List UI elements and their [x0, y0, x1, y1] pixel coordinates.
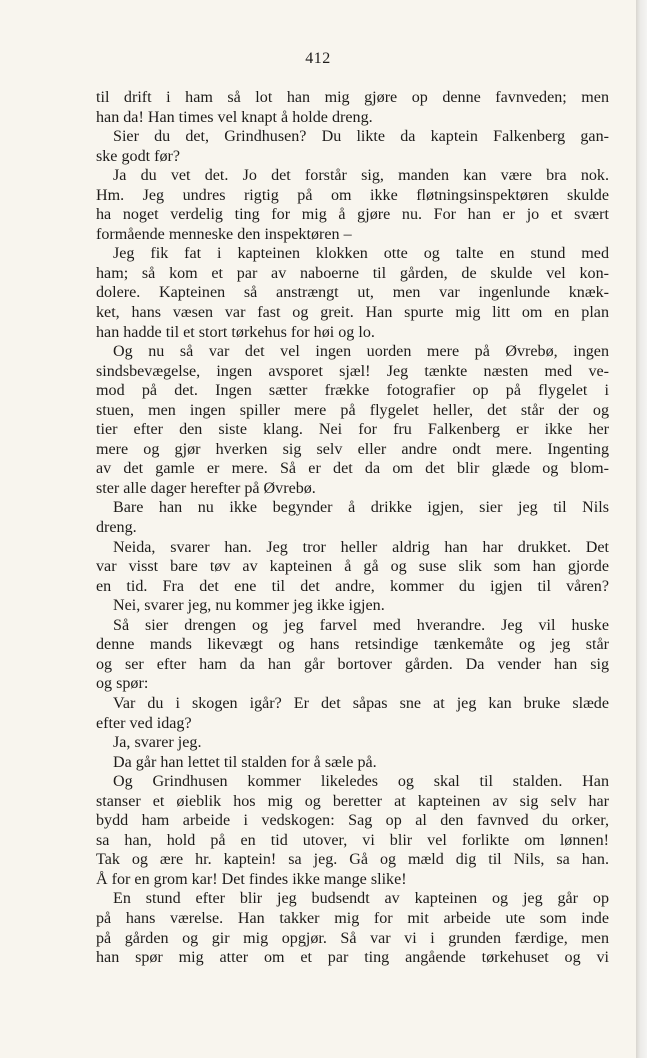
text-line: Å for en grom kar! Det findes ikke mange slike!: [96, 870, 407, 888]
text-line: stanser et øieblik hos mig og beretter at kapteinen av sig selv har: [96, 792, 609, 810]
text-line: Og Grindhusen kommer likeledes og skal til stalden. Han: [113, 773, 609, 791]
text-line: til drift i ham så lot han mig gjøre op denne favnveden; men: [96, 89, 609, 106]
text-line: han hadde til et stort tørkehus for høi og lo.: [96, 323, 375, 341]
text-line: Ja, svarer jeg.: [113, 734, 202, 752]
text-line: Jeg fik fat i kapteinen klokken otte og talte en stund med: [113, 245, 609, 263]
text-line: denne mands likevægt og hans retsindige tænkemåte og jeg står: [96, 636, 609, 654]
page-edge: [636, 0, 647, 1058]
text-line: Bare han nu ikke begynder å drikke igjen, sier jeg til Nils: [113, 499, 609, 517]
text-line: ske godt før?: [96, 147, 181, 165]
text-line: Sier du det, Grindhusen? Du likte da kaptein Falkenberg gan-: [113, 128, 609, 146]
text-line: dolere. Kapteinen så anstrængt ut, men var ingenlunde knæk-: [96, 284, 609, 302]
text-line: Hm. Jeg undres rigtig på om ikke fløtningsinspektøren skulde: [96, 186, 609, 204]
body-text: [96, 88, 609, 968]
text-line: ster alle dager herefter på Øvrebø.: [96, 479, 316, 497]
text-line: Ja du vet det. Jo det forstår sig, manden kan være bra nok.: [113, 167, 609, 185]
text-line: Og nu så var det vel ingen uorden mere på Øvrebø, ingen: [113, 343, 609, 361]
text-line: En stund efter blir jeg budsendt av kapteinen og jeg går op: [113, 890, 609, 908]
text-line: på hans værelse. Han takker mig for mit arbeide ute som inde: [96, 909, 609, 927]
text-line: Så sier drengen og jeg farvel med hverandre. Jeg vil huske: [113, 616, 609, 634]
text-line: ha noget verdelig ting for mig å gjøre nu. For han er jo et svært: [96, 206, 609, 224]
text-line: efter ved idag?: [96, 714, 192, 732]
text-line: Var du i skogen igår? Er det såpas sne at jeg kan bruke slæde: [113, 694, 609, 712]
text-line: sindsbevægelse, ingen avsporet sjæl! Jeg tænkte næsten med ve-: [96, 362, 609, 380]
text-line: sa han, hold på en tid utover, vi blir vel forlikte om lønnen!: [96, 831, 609, 849]
text-line: stuen, men ingen spiller mere på flygelet heller, det står der og: [96, 401, 609, 419]
text-line: bydd ham arbeide i vedskogen: Sag op al den favnved du orker,: [96, 812, 609, 830]
text-line: og spør:: [96, 675, 149, 693]
text-line: av det gamle er mere. Så er det da om det blir glæde og blom-: [96, 460, 609, 478]
text-line: Neida, svarer han. Jeg tror heller aldrig han har drukket. Det: [113, 538, 609, 556]
text-line: dreng.: [96, 519, 137, 537]
page-number: 412: [305, 50, 331, 67]
text-line: tier efter den siste klang. Nei for fru Falkenberg er ikke her: [96, 421, 609, 439]
text-line: Da går han lettet til stalden for å sæle på.: [113, 753, 377, 771]
text-line: ket, hans væsen var fast og greit. Han spurte mig litt om en plan: [96, 304, 609, 322]
text-line: var visst bare tøv av kapteinen å gå og suse slik som han gjorde: [96, 558, 609, 576]
text-line: ham; så kom et par av naboerne til gården, de skulde vel kon-: [96, 264, 609, 282]
text-line: han da! Han times vel knapt å holde dreng.: [96, 108, 373, 126]
text-line: Nei, svarer jeg, nu kommer jeg ikke igjen.: [113, 597, 385, 615]
text-line: mod på det. Ingen sætter frække fotografier op på flygelet i: [96, 382, 609, 400]
text-line: han spør mig atter om et par ting angående tørkehuset og vi: [96, 949, 609, 967]
text-line: formående menneske den inspektøren –: [96, 225, 352, 243]
text-line: Tak og ære hr. kaptein! sa jeg. Gå og mæld dig til Nils, sa han.: [96, 851, 609, 869]
text-line: en tid. Fra det ene til det andre, kommer du igjen til våren?: [96, 577, 609, 595]
text-line: og ser efter ham da han går bortover gården. Da vender han sig: [96, 655, 609, 673]
text-line: mere og gjør hverken sig selv eller andre ondt mere. Ingenting: [96, 440, 609, 458]
text-line: på gården og gir mig opgjør. Så var vi i grunden færdige, men: [96, 929, 609, 947]
